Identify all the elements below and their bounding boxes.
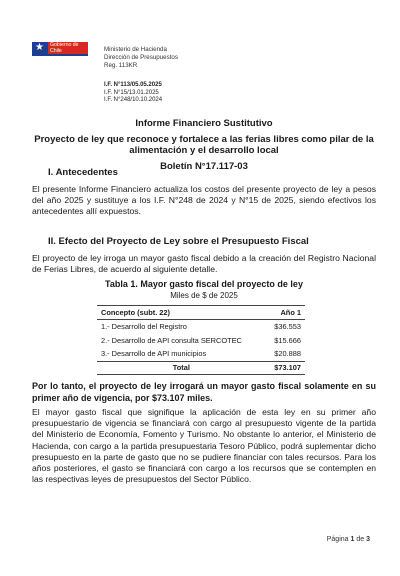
conclusion-statement: Por lo tanto, el proyecto de ley irrogará un mayor gasto fiscal solamente en su primer año de vigencia, por $73.107 miles. [32,381,376,403]
row-value: $36.553 [274,322,301,332]
row-value: $20.888 [274,349,301,359]
report-number: I.F. N°113/05.05.2025 [104,82,162,88]
logo-line-1: Gobierno de [50,42,79,48]
table-row [97,320,305,334]
direction-name: Dirección de Presupuestos [104,54,178,61]
bulletin-number: Boletín N°17.117-03 [160,160,248,172]
table-row [97,347,305,361]
column-header-concept: Concepto (subt. 22) [97,306,266,320]
report-references [104,82,162,105]
column-header-year: Año 1 [266,306,305,320]
logo-line-2: Chile [50,48,62,54]
report-ref-2: I.F. N°248/10.10.2024 [104,97,163,103]
page-footer [327,536,370,543]
logo-text [32,42,88,54]
total-label: Total [97,361,266,374]
row-concept: 1.- Desarrollo del Registro [101,322,187,332]
section-heading-efecto: II. Efecto del Proyecto de Ley sobre el Presupuesto Fiscal [48,236,309,247]
table-row [97,334,305,348]
section-body-antecedentes: El presente Informe Financiero actualiza los costos del presente proyecto de ley a pesos del año 2025 y sustituye a los I.F. N°248 de 2024 y N°15 de 2025, siendo efectivos los antecedentes allí expuestos. [32,184,376,217]
page-word: Página [326,536,349,543]
table-header-row [97,306,305,320]
report-ref-1: I.F. N°15/13.01.2025 [104,89,159,96]
fiscal-cost-table [97,305,305,375]
table-total-row [97,361,305,374]
project-title: Proyecto de ley que reconoce y fortalece a las ferias libres como pilar de la alimentación y el desarrollo local [34,133,374,156]
row-concept: 3.- Desarrollo de API municipios [101,349,207,359]
gobierno-de-chile-logo [32,42,88,80]
table-subtitle: Miles de $ de 2025 [170,291,238,300]
logo-bar [32,54,88,56]
of-word: de [356,536,365,543]
page-total: 3 [366,536,370,543]
total-value: $73.107 [266,361,305,374]
row-value: $15.666 [274,335,301,345]
table-caption [32,279,376,301]
star-icon: ★ [35,42,44,53]
section-heading-antecedentes: I. Antecedentes [48,167,118,178]
row-concept: 2.- Desarrollo de API consulta SERCOTEC [101,335,242,345]
ministry-name: Ministerio de Hacienda [104,46,167,53]
table-title: Tabla 1. Mayor gasto fiscal del proyecto de ley [105,279,303,289]
financing-paragraph: El mayor gasto fiscal que signifique la aplicación de esta ley en su primer año presupuestario de vigencia se financiará con cargo al presupuesto vigente de la partida del Ministerio de Economía, Fomento y Turismo. No obstante lo anterior, el Ministerio de Hacienda, con cargo a la partida presupuestaria Tesoro Público, podrá suplementar dicho presupuesto en la parte de gasto que no se pudiere financiar con tales recursos. Para los años posteriores, el gasto se financiará con cargo a los recursos que se contemplen en las respectivas leyes de presupuestos del Sector Público. [32,407,376,485]
registration-number: Reg. 113KR [104,62,138,69]
page-number: 1 [350,536,355,543]
report-type: Informe Financiero Sustitutivo [135,118,273,129]
document-title [32,118,376,172]
section-body-efecto: El proyecto de ley irroga un mayor gasto fiscal debido a la creación del Registro Nacional de Ferias Libres, de acuerdo al siguiente detalle. [32,253,376,275]
ministry-header [104,46,178,70]
